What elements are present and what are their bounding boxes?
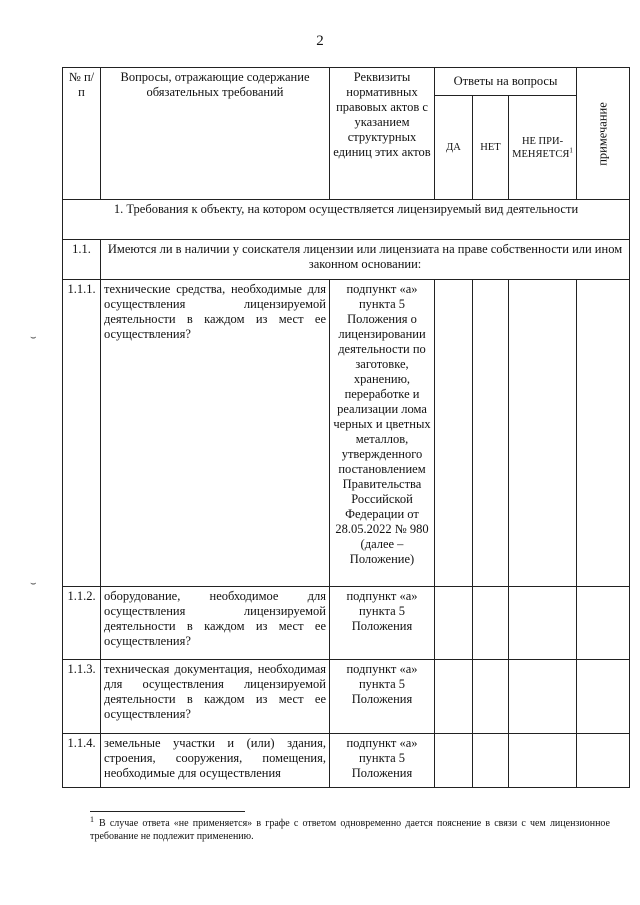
header-requisites: Реквизиты нормативных правовых актов с указанием структурных единиц этих актов [330,68,435,200]
footnote-text: В случае ответа «не применяется» в графе с ответом одновременно дается пояснение в связи с чем лицензионное требование не подлежит применению. [90,818,610,842]
answer-no-cell[interactable] [473,734,509,788]
header-answers: Ответы на вопросы [435,68,577,96]
answer-yes-cell[interactable] [435,280,473,587]
answer-yes-cell[interactable] [435,734,473,788]
row-num: 1.1.3. [63,660,101,734]
answer-no-cell[interactable] [473,587,509,660]
footnote-number: 1 [90,814,94,824]
header-num: № п/п [63,68,101,200]
table-header-row [63,68,630,96]
row-requisite: подпункт «а» пункта 5 Положения [330,587,435,660]
row-requisite: подпункт «а» пункта 5 Положения [330,734,435,788]
header-questions: Вопросы, отражающие содержание обязательных требований [101,68,330,200]
header-no: НЕТ [473,96,509,200]
note-cell[interactable] [577,280,630,587]
footnote-separator [90,811,245,812]
table-row [63,280,630,587]
answer-not-applicable-cell[interactable] [509,734,577,788]
page-number: 2 [316,33,324,49]
group-row [63,240,630,280]
table-row [63,587,630,660]
row-question: технические средства, необходимые для осуществления лицензируемой деятельности в каждом из мест ее осуществления? [101,280,330,587]
header-not-applicable [509,96,577,200]
note-cell[interactable] [577,734,630,788]
row-num: 1.1.2. [63,587,101,660]
row-requisite: подпункт «а» пункта 5 Положения о лицензировании деятельности по заготовке, хранению, переработке и реализации лома черных и цветных металлов, утвержденного постановлением Правительства Российской Федерации от 28.05.2022 № 980 (далее – Положение) [330,280,435,587]
row-question: оборудование, необходимое для осуществления лицензируемой деятельности в каждом из мест ее осуществления? [101,587,330,660]
scan-mark: ⌣ [30,578,37,589]
table-row [63,660,630,734]
note-cell[interactable] [577,660,630,734]
footnote [90,814,610,843]
header-yes: ДА [435,96,473,200]
section-row [63,200,630,240]
row-num: 1.1.1. [63,280,101,587]
note-cell[interactable] [577,587,630,660]
answer-no-cell[interactable] [473,280,509,587]
group-text: Имеются ли в наличии у соискателя лицензии или лицензиата на праве собственности или ином законном основании: [101,240,630,280]
row-requisite: подпункт «а» пункта 5 Положения [330,660,435,734]
section-title: 1. Требования к объекту, на котором осуществляется лицензируемый вид деятельности [63,200,630,240]
scan-mark: ⌣ [30,332,37,343]
answer-yes-cell[interactable] [435,660,473,734]
answer-not-applicable-cell[interactable] [509,660,577,734]
group-num: 1.1. [63,240,101,280]
table-row [63,734,630,788]
answer-no-cell[interactable] [473,660,509,734]
requirements-table [62,67,630,788]
header-note [577,68,630,200]
answer-yes-cell[interactable] [435,587,473,660]
answer-not-applicable-cell[interactable] [509,587,577,660]
row-question: техническая документация, необходимая для осуществления лицензируемой деятельности в каждом из мест ее осуществления? [101,660,330,734]
footnote-ref: 1 [569,146,573,154]
header-note-label: примечание [595,101,610,166]
row-num: 1.1.4. [63,734,101,788]
header-not-applicable-label: НЕ ПРИ-МЕНЯЕТСЯ [512,135,570,160]
row-question: земельные участки и (или) здания, строения, сооружения, помещения, необходимые для осуществления [101,734,330,788]
answer-not-applicable-cell[interactable] [509,280,577,587]
